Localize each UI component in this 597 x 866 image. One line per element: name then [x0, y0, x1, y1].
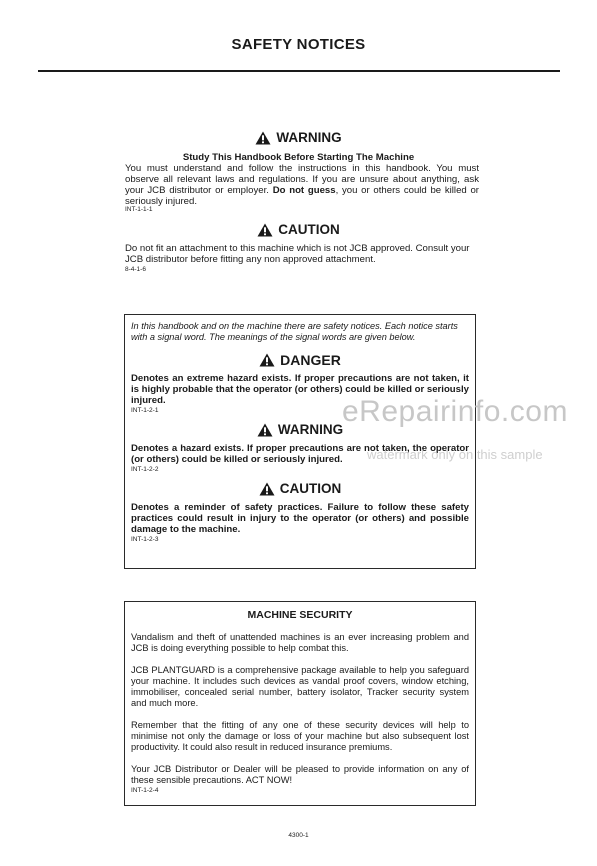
caution-signal-label-2: CAUTION [279, 481, 342, 496]
warning-signal-label-2: WARNING [277, 422, 344, 437]
caution-signal-label: CAUTION [278, 222, 340, 237]
warning-heading: Study This Handbook Before Starting The Machine [182, 152, 415, 163]
machine-security-box [124, 601, 476, 806]
watermark-note: watermark only on this sample [367, 447, 543, 462]
warning-code: INT-1-1-1 [125, 206, 153, 213]
warning-text-end: , you or others could be killed or seriously injured. [125, 185, 479, 207]
warning-definition-text: Denotes a hazard exists. If proper precautions are not taken, the operator (or others) could be killed or seriously injured. [131, 443, 469, 465]
page-number: 4300-1 [288, 832, 309, 839]
security-paragraph-4: Your JCB Distributor or Dealer will be pleased to provide information on any of these sensible precautions. ACT NOW! [131, 764, 469, 785]
warning-signal [0, 130, 597, 145]
warning-text [125, 163, 479, 207]
warning-triangle-icon [255, 131, 271, 145]
caution-triangle-icon [257, 223, 273, 237]
caution-text: Do not fit an attachment to this machine which is not JCB approved. Consult your JCB distributor before fitting any non approved attachment. [125, 243, 470, 265]
caution-definition-text: Denotes a reminder of safety practices. Failure to follow these safety practices could result in injury to the operator (or others) and possible damage to the machine. [131, 502, 469, 535]
signal-words-box [124, 314, 476, 569]
caution-triangle-icon [259, 482, 275, 496]
watermark-brand: eRepairinfo.com [342, 395, 568, 428]
security-paragraph-1: Vandalism and theft of unattended machines is an ever increasing problem and JCB is doing everything possible to help combat this. [131, 632, 469, 653]
danger-code: INT-1-2-1 [131, 407, 159, 414]
security-paragraph-2: JCB PLANTGUARD is a comprehensive package available to help you safeguard your machine. It includes such devices as vandal proof covers, window etching, immobiliser, concealed serial number, battery isolator, Tracker security system and much more. [131, 665, 469, 708]
danger-signal [125, 352, 475, 368]
caution-code: 8-4-1-6 [125, 266, 146, 273]
warning-definition-code: INT-1-2-2 [131, 466, 159, 473]
caution-signal-2 [125, 481, 475, 496]
signal-box-intro: In this handbook and on the machine there are safety notices. Each notice starts with a signal word. The meanings of the signal words are given below. [131, 321, 458, 342]
warning-text-emphasis: Do not guess [272, 185, 336, 196]
warning-triangle-icon [257, 423, 273, 437]
warning-signal-label: WARNING [276, 130, 342, 145]
caution-definition-code: INT-1-2-3 [131, 536, 159, 543]
danger-text: Denotes an extreme hazard exists. If proper precautions are not taken, it is highly probable that the operator (or others) could be killed or seriously injured. [131, 373, 469, 406]
caution-signal [0, 222, 597, 237]
warning-text-start: You must understand and follow the instructions in this handbook. You must observe all relevant laws and regulations. If you are unsure about anything, ask your JCB distributor or employer. [125, 163, 479, 196]
security-code: INT-1-2-4 [131, 787, 159, 794]
title-divider [38, 70, 560, 72]
danger-signal-label: DANGER [280, 352, 341, 368]
page-title: SAFETY NOTICES [231, 36, 366, 53]
security-paragraph-3: Remember that the fitting of any one of these security devices will help to minimise not only the damage or loss of your machine but also subsequent lost productivity. It could also result in reduced insurance premiums. [131, 720, 469, 752]
danger-triangle-icon [259, 353, 275, 367]
machine-security-title: MACHINE SECURITY [247, 609, 353, 621]
